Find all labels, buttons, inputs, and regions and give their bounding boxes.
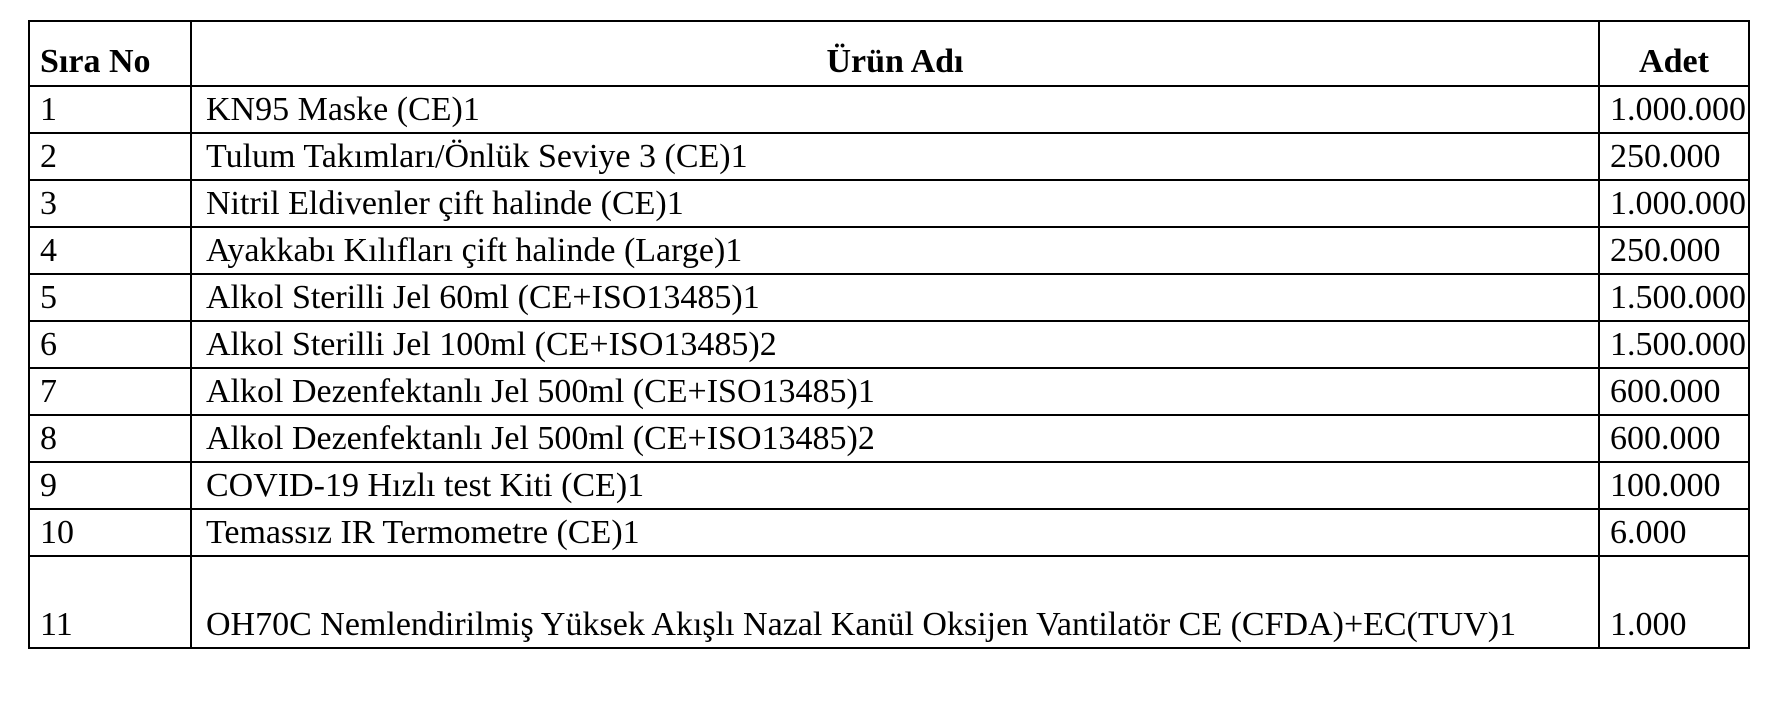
cell-adet: 1.500.000 (1599, 321, 1749, 368)
cell-adet: 1.000 (1599, 556, 1749, 648)
cell-urun-adi: COVID-19 Hızlı test Kiti (CE)1 (191, 462, 1599, 509)
table-row (29, 321, 1749, 368)
header-adet: Adet (1599, 21, 1749, 86)
cell-sira-no: 9 (29, 462, 191, 509)
cell-adet: 1.000.000 (1599, 180, 1749, 227)
table-row (29, 509, 1749, 556)
cell-adet: 250.000 (1599, 133, 1749, 180)
cell-adet: 6.000 (1599, 509, 1749, 556)
header-sira-no: Sıra No (29, 21, 191, 86)
table-row (29, 227, 1749, 274)
cell-sira-no: 7 (29, 368, 191, 415)
table-row (29, 556, 1749, 648)
cell-sira-no: 1 (29, 86, 191, 133)
cell-sira-no: 11 (29, 556, 191, 648)
cell-sira-no: 6 (29, 321, 191, 368)
cell-urun-adi: Alkol Dezenfektanlı Jel 500ml (CE+ISO13485)1 (191, 368, 1599, 415)
header-row (29, 21, 1749, 86)
cell-adet: 250.000 (1599, 227, 1749, 274)
cell-adet: 600.000 (1599, 415, 1749, 462)
cell-sira-no: 3 (29, 180, 191, 227)
cell-urun-adi: Alkol Sterilli Jel 100ml (CE+ISO13485)2 (191, 321, 1599, 368)
cell-urun-adi: KN95 Maske (CE)1 (191, 86, 1599, 133)
cell-adet: 1.000.000 (1599, 86, 1749, 133)
table-row (29, 462, 1749, 509)
cell-urun-adi: Tulum Takımları/Önlük Seviye 3 (CE)1 (191, 133, 1599, 180)
table-row (29, 415, 1749, 462)
cell-urun-adi: Alkol Dezenfektanlı Jel 500ml (CE+ISO13485)2 (191, 415, 1599, 462)
table-row (29, 180, 1749, 227)
cell-sira-no: 5 (29, 274, 191, 321)
cell-sira-no: 2 (29, 133, 191, 180)
table-row (29, 86, 1749, 133)
table-row (29, 133, 1749, 180)
cell-urun-adi: Temassız IR Termometre (CE)1 (191, 509, 1599, 556)
cell-urun-adi: Alkol Sterilli Jel 60ml (CE+ISO13485)1 (191, 274, 1599, 321)
cell-urun-adi: Ayakkabı Kılıfları çift halinde (Large)1 (191, 227, 1599, 274)
cell-urun-adi: Nitril Eldivenler çift halinde (CE)1 (191, 180, 1599, 227)
table-row (29, 368, 1749, 415)
cell-sira-no: 8 (29, 415, 191, 462)
cell-sira-no: 4 (29, 227, 191, 274)
table-row (29, 274, 1749, 321)
cell-urun-adi: OH70C Nemlendirilmiş Yüksek Akışlı Nazal Kanül Oksijen Vantilatör CE (CFDA)+EC(TUV)1 (191, 556, 1599, 648)
cell-adet: 1.500.000 (1599, 274, 1749, 321)
cell-adet: 600.000 (1599, 368, 1749, 415)
header-urun-adi: Ürün Adı (191, 21, 1599, 86)
cell-sira-no: 10 (29, 509, 191, 556)
cell-adet: 100.000 (1599, 462, 1749, 509)
product-table (28, 20, 1750, 649)
